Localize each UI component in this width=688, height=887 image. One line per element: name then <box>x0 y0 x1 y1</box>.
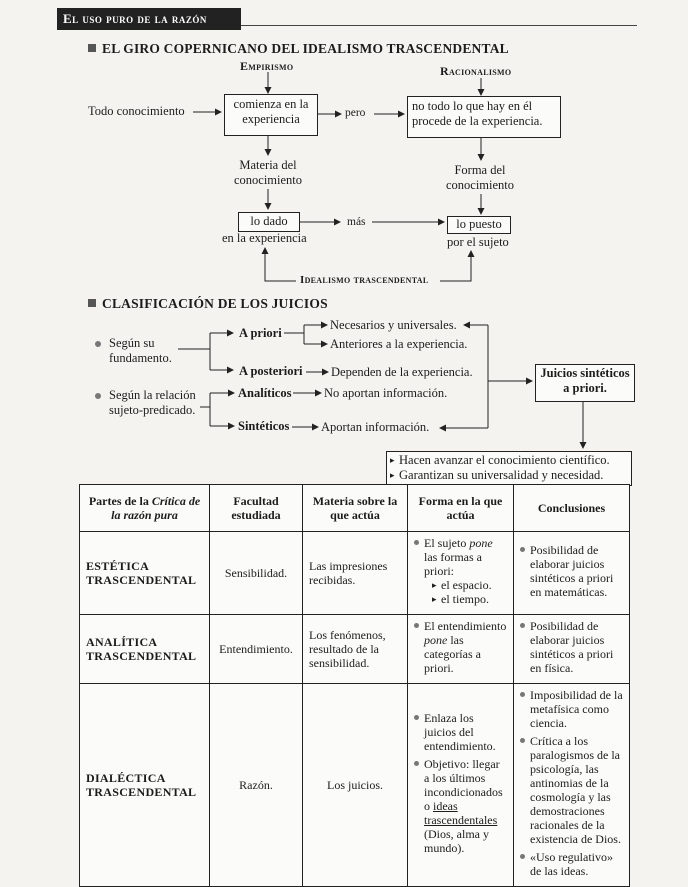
cell-facultad: Razón. <box>210 684 303 887</box>
label-idealismo: Idealismo trascendental <box>300 274 429 286</box>
label-todo-conocimiento: Todo conocimiento <box>88 104 185 118</box>
box-no-todo-text: no todo lo que hay en él procede de la experiencia. <box>412 99 543 128</box>
consecuencia-garantizan: ▸ Garantizan su universalidad y necesidad. <box>390 468 628 483</box>
label-forma: Forma del conocimiento <box>445 163 515 192</box>
label-necesarios: Necesarios y universales. <box>330 318 457 332</box>
box-lo-dado-text: lo dado <box>250 214 288 228</box>
label-analiticos: Analíticos <box>238 386 292 400</box>
table-header-row <box>80 485 630 532</box>
box-no-todo <box>407 96 561 138</box>
box-lo-puesto <box>447 216 511 234</box>
segun-fundamento-text: Según su fundamento. <box>109 336 172 365</box>
forma-item <box>414 757 507 855</box>
conclusion-item: Posibilidad de elaborar juicios sintéticos a priori en física. <box>520 619 623 675</box>
header-partes-italic: Crítica de la razón pura <box>111 494 201 522</box>
box-comienza-text: comienza en la experiencia <box>233 97 309 126</box>
forma-item <box>414 536 507 606</box>
cell-forma <box>408 684 514 887</box>
cell-forma <box>408 615 514 684</box>
conclusiones-list <box>520 688 623 878</box>
forma-pre: El sujeto <box>424 536 470 550</box>
forma-pre: Objetivo: llegar a los últimos incondicionados o <box>424 757 503 813</box>
label-mas: más <box>347 216 366 228</box>
cell-materia: Las impresiones recibidas. <box>303 532 408 615</box>
label-aportan: Aportan información. <box>321 420 430 434</box>
section2-title: CLASIFICACIÓN DE LOS JUICIOS <box>102 296 328 311</box>
forma-post: (Dios, alma y mundo). <box>424 827 489 855</box>
segun-relacion-text: Según la relación sujeto-predicado. <box>109 388 196 417</box>
critica-table <box>79 484 630 887</box>
label-materia: Materia del conocimiento <box>233 158 303 187</box>
forma-post: las formas a priori: <box>424 550 482 578</box>
forma-sub-item: ▸ el espacio. <box>432 578 507 592</box>
label-dependen: Dependen de la experiencia. <box>331 365 473 379</box>
round-bullet-icon <box>95 341 101 347</box>
item-segun-relacion <box>95 388 205 418</box>
cell-facultad: Sensibilidad. <box>210 532 303 615</box>
section2-heading <box>88 296 328 312</box>
cell-forma <box>408 532 514 615</box>
box-juicios-sinteticos <box>535 364 635 402</box>
header-facultad: Facultad estudiada <box>210 485 303 532</box>
conclusion-item: Crítica a los paralogismos de la psicología, las antinomias de la cosmología y las demostraciones racionales de la existencia de Dios. <box>520 734 623 846</box>
box-lo-puesto-text: lo puesto <box>456 217 502 231</box>
cell-facultad: Entendimiento. <box>210 615 303 684</box>
label-anteriores: Anteriores a la experiencia. <box>330 337 468 351</box>
forma-item <box>414 619 507 675</box>
forma-sub-item: ▸ el tiempo. <box>432 592 507 606</box>
label-por-el-sujeto: por el sujeto <box>447 235 509 249</box>
item-segun-fundamento <box>95 336 185 366</box>
label-a-priori: A priori <box>239 326 282 340</box>
conclusion-item: Imposibilidad de la metafísica como ciencia. <box>520 688 623 730</box>
header-forma: Forma en la que actúa <box>408 485 514 532</box>
header-partes-pre: Partes de la <box>88 494 152 508</box>
box-comienza <box>224 94 318 136</box>
conclusion-item: Posibilidad de elaborar juicios sintéticos a priori en matemáticas. <box>520 543 623 599</box>
label-no-aportan: No aportan información. <box>324 386 448 400</box>
section1-title: EL GIRO COPERNICANO DEL IDEALISMO TRASCENDENTAL <box>102 41 509 56</box>
box-lo-dado <box>238 212 300 232</box>
conclusiones-list <box>520 619 623 675</box>
consecuencia-hacen: ▸ Hacen avanzar el conocimiento científico. <box>390 453 628 468</box>
cell-conclusiones <box>514 532 630 615</box>
label-empirismo: Empirismo <box>240 59 294 73</box>
forma-list <box>414 619 507 675</box>
label-pero: pero <box>345 107 366 119</box>
cell-conclusiones <box>514 684 630 887</box>
conclusiones-list <box>520 543 623 599</box>
cell-materia: Los juicios. <box>303 684 408 887</box>
forma-pre: El entendimiento <box>424 619 507 633</box>
forma-sublist <box>424 578 507 606</box>
cell-parte: ANALÍTICA TRASCENDENTAL <box>80 615 210 684</box>
forma-list <box>414 711 507 855</box>
forma-italic: pone <box>469 536 493 550</box>
label-en-la-experiencia: en la experiencia <box>222 231 307 245</box>
forma-item: Enlaza los juicios del entendimiento. <box>414 711 507 753</box>
label-racionalismo: Racionalismo <box>440 64 512 78</box>
cell-parte: DIALÉCTICA TRASCENDENTAL <box>80 684 210 887</box>
header-partes <box>80 485 210 532</box>
round-bullet-icon <box>95 393 101 399</box>
table-row-dialectica <box>80 684 630 887</box>
box-juicios-text: Juicios sintéticos a priori. <box>540 366 630 395</box>
table-row-estetica <box>80 532 630 615</box>
table-row-analitica <box>80 615 630 684</box>
label-a-posteriori: A posteriori <box>239 364 303 378</box>
header-materia: Materia sobre la que actúa <box>303 485 408 532</box>
banner-title: El uso puro de la razón <box>63 11 207 26</box>
forma-underlined: ideas trascendentales <box>424 799 498 827</box>
conclusion-item: «Uso regulativo» de las ideas. <box>520 850 623 878</box>
consecuencias-list <box>390 453 628 483</box>
forma-list <box>414 536 507 606</box>
cell-parte: ESTÉTICA TRASCENDENTAL <box>80 532 210 615</box>
label-sinteticos: Sintéticos <box>238 419 290 433</box>
square-bullet-icon <box>88 299 96 307</box>
header-conclusiones: Conclusiones <box>514 485 630 532</box>
forma-italic: pone <box>424 633 448 647</box>
cell-materia: Los fenómenos, resultado de la sensibilidad. <box>303 615 408 684</box>
forma-post: las categorías a priori. <box>424 633 481 675</box>
box-consecuencias <box>386 451 632 486</box>
cell-conclusiones <box>514 615 630 684</box>
